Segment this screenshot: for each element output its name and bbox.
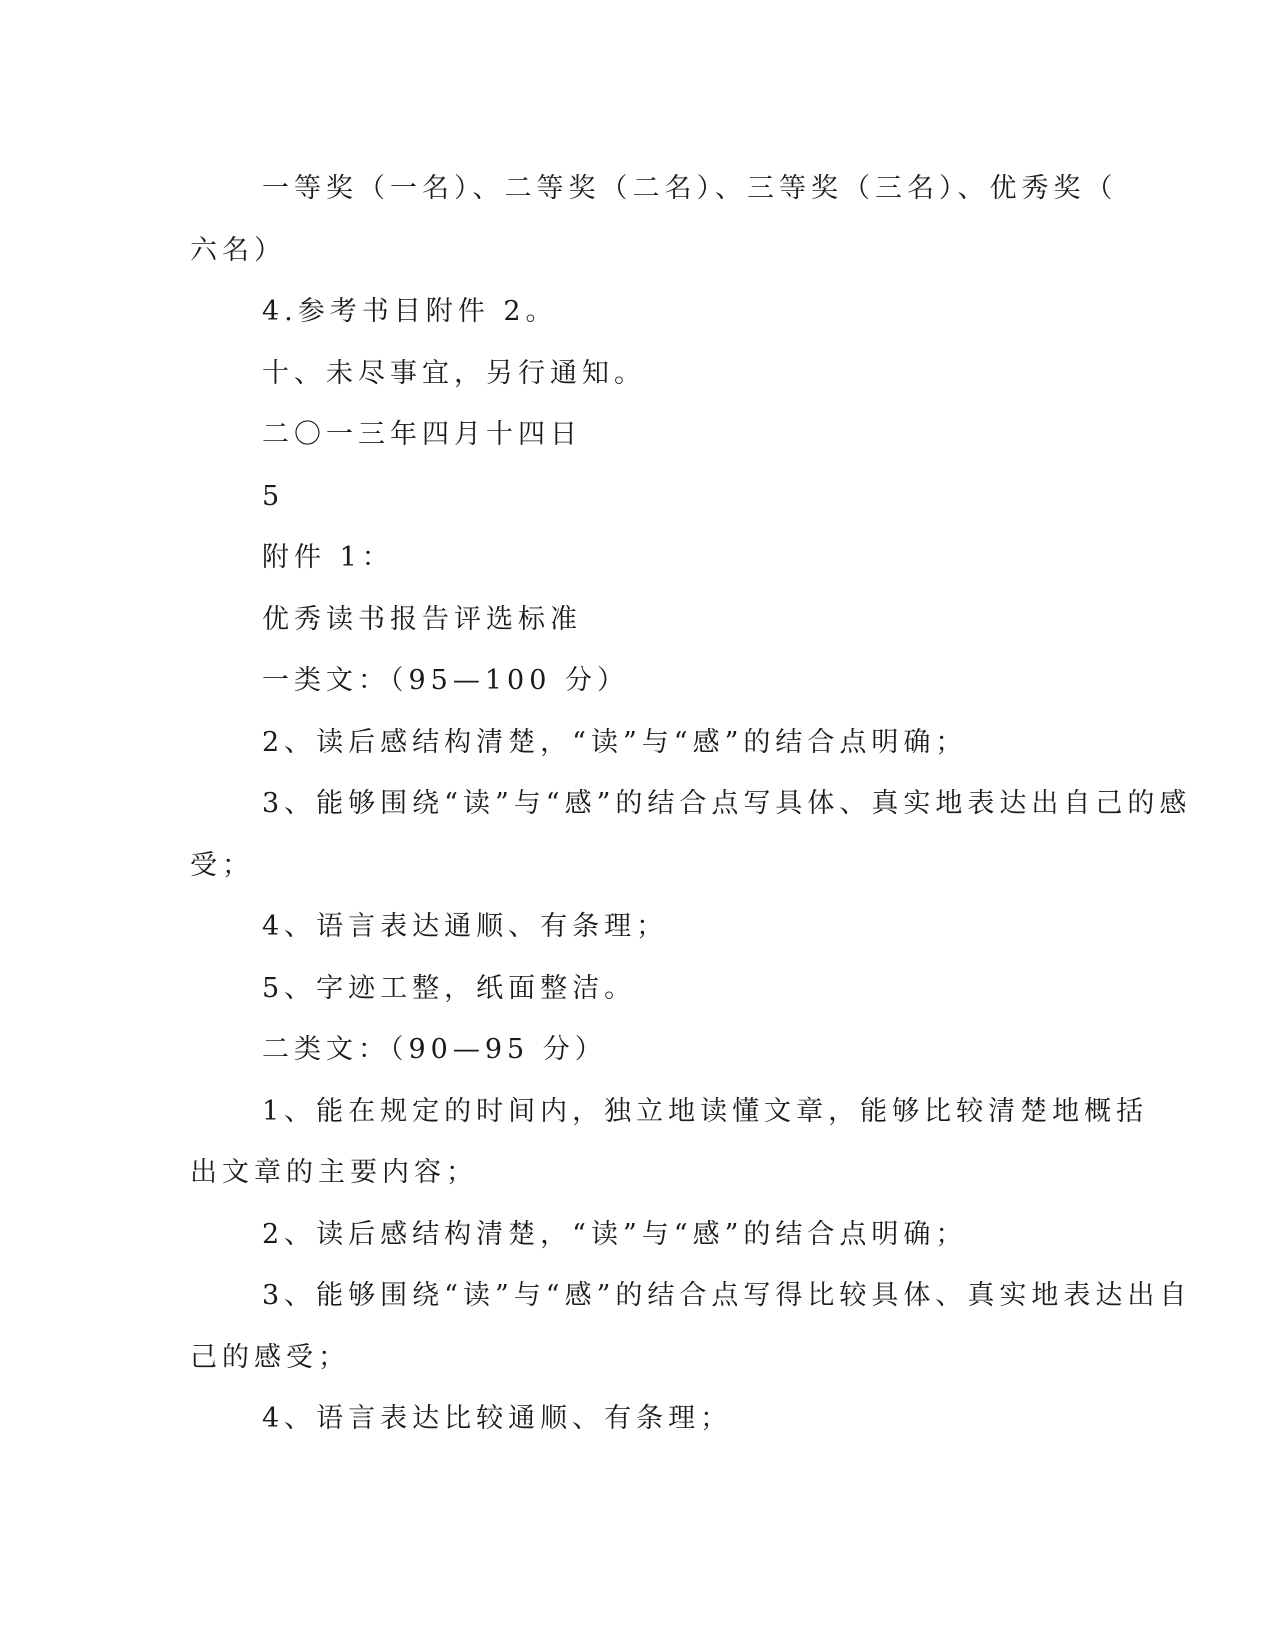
criteria-item: 2、读后感结构清楚，“读”与“感”的结合点明确； <box>262 726 968 758</box>
section-title: 优秀读书报告评选标准 <box>262 603 582 635</box>
page-number: 5 <box>262 480 285 512</box>
criteria-item-continuation: 受； <box>190 849 254 881</box>
criteria-item: 5、字迹工整，纸面整洁。 <box>262 972 637 1004</box>
criteria-item: 4、语言表达比较通顺、有条理； <box>262 1403 733 1434</box>
criteria-item-continuation: 出文章的主要内容； <box>190 1157 478 1188</box>
criteria-item: 4、语言表达通顺、有条理； <box>262 911 669 942</box>
attachment-label: 附件 1： <box>262 542 394 573</box>
text-line: 一等奖（一名）、二等奖（二名）、三等奖（三名）、优秀奖（ <box>262 173 1118 204</box>
text-line: 4.参考书目附件 2。 <box>262 296 558 327</box>
category-heading: 一类文：（95—100 分） <box>262 665 629 696</box>
date-line: 二〇一三年四月十四日 <box>262 419 582 450</box>
criteria-item: 2、读后感结构清楚，“读”与“感”的结合点明确； <box>262 1218 968 1250</box>
category-heading: 二类文：（90—95 分） <box>262 1034 607 1065</box>
criteria-item: 3、能够围绕“读”与“感”的结合点写得比较具体、真实地表达出自 <box>262 1280 1192 1311</box>
document-body <box>190 158 1192 1450</box>
criteria-item-continuation: 己的感受； <box>190 1341 350 1373</box>
text-line: 六名） <box>190 234 286 266</box>
text-line: 十、未尽事宜，另行通知。 <box>262 357 646 389</box>
criteria-item: 3、能够围绕“读”与“感”的结合点写具体、真实地表达出自己的感 <box>262 788 1192 819</box>
criteria-item: 1、能在规定的时间内，独立地读懂文章，能够比较清楚地概括 <box>262 1095 1149 1127</box>
